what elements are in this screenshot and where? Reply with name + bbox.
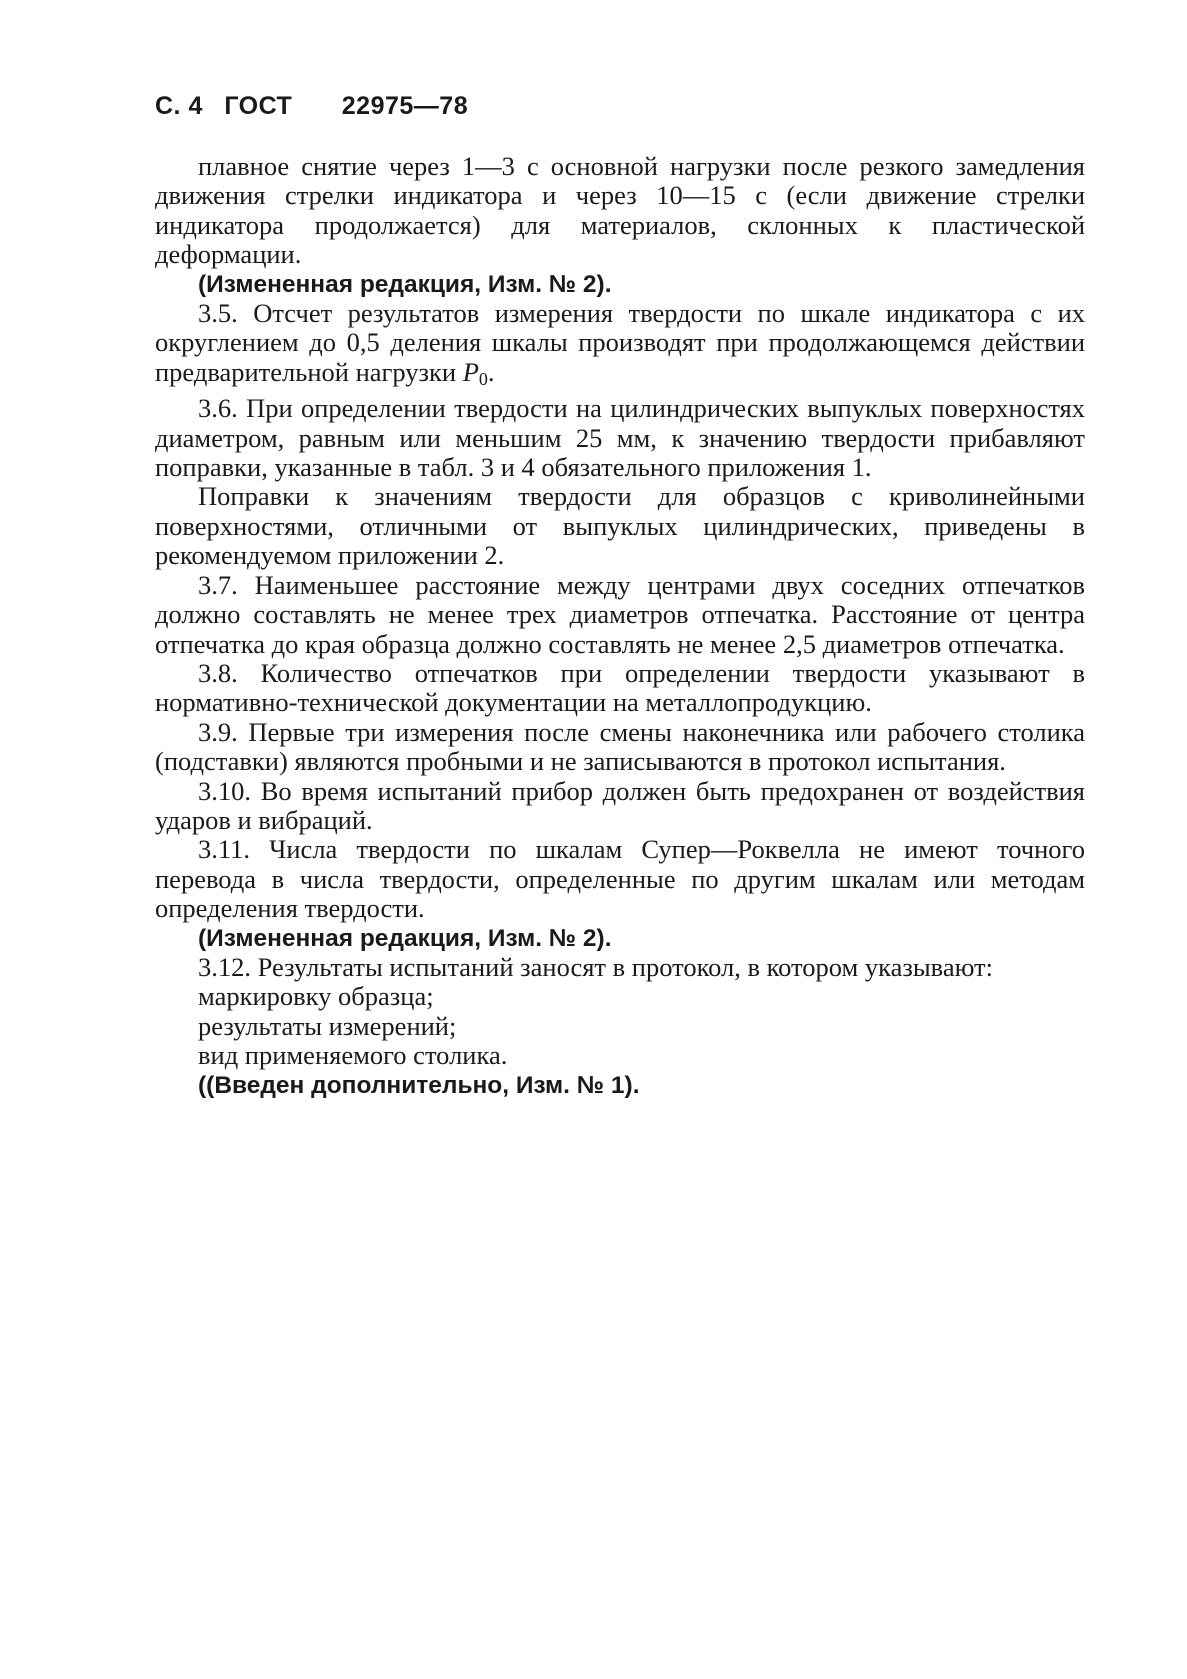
standard-number: 22975—78 xyxy=(341,92,469,120)
paragraph-3-5 xyxy=(155,299,1085,394)
paragraph-3-5-text: 3.5. Отсчет результатов измерения твердости по шкале индикатора с их округлением до 0,5 деления шкалы производят при продолжающемся действии предварительной нагрузки xyxy=(155,298,1085,387)
list-item: результаты измерений; xyxy=(198,1010,457,1041)
paragraph-3-7: 3.7. Наименьшее расстояние между центрами двух соседних отпечатков должно составлять не менее трех диаметров отпечатка. Расстояние от центра отпечатка до края образца должно составлять не менее 2,5 диаметров отпечатка. xyxy=(155,569,1085,659)
amendment-note: ((Введен дополнительно, Изм. № 1). xyxy=(198,1071,640,1099)
list-item: маркировку образца; xyxy=(198,981,434,1012)
load-subscript: 0 xyxy=(478,368,488,389)
paragraph-3-9: 3.9. Первые три измерения после смены наконечника или рабочего столика (подставки) являются пробными и не записываются в протокол испытания. xyxy=(155,716,1085,777)
page-number: С. 4 xyxy=(155,92,203,120)
load-symbol: P xyxy=(462,356,479,387)
paragraph-3-6-corrections: Поправки к значениям твердости для образцов с криволинейными поверхностями, отличными от выпуклых цилиндрических, приведены в рекомендуемом приложении 2. xyxy=(155,481,1085,571)
amendment-note: (Измененная редакция, Изм. № 2). xyxy=(198,924,612,952)
paragraph-3-8: 3.8. Количество отпечатков при определении твердости указывают в нормативно-технической документации на металлопродукцию. xyxy=(155,657,1085,718)
amendment-note: (Измененная редакция, Изм. № 2). xyxy=(198,270,612,298)
standard-label: ГОСТ xyxy=(224,92,293,120)
paragraph-continuation: плавное снятие через 1—3 с основной нагрузки после резкого замедления движения стрелки индикатора и через 10—15 с (если движение стрелки индикатора продолжается) для материалов, склонных к пластической деформации. xyxy=(155,151,1085,270)
paragraph-3-11: 3.11. Числа твердости по шкалам Супер—Роквелла не имеют точного перевода в числа твердости, определенные по другим шкалам или методам определения твердости. xyxy=(155,834,1085,924)
paragraph-3-6: 3.6. При определении твердости на цилиндрических выпуклых поверхностях диаметром, равным или меньшим 25 мм, к значению твердости прибавляют поправки, указанные в табл. 3 и 4 обязательного приложения 1. xyxy=(155,393,1085,483)
list-item: вид применяемого столика. xyxy=(198,1040,508,1071)
paragraph-3-12: 3.12. Результаты испытаний заносят в протокол, в котором указывают: xyxy=(198,951,993,982)
page-header xyxy=(155,92,482,121)
paragraph-3-5-end: . xyxy=(487,356,495,387)
document-body xyxy=(155,152,1085,1100)
paragraph-3-10: 3.10. Во время испытаний прибор должен быть предохранен от воздействия ударов и вибраций. xyxy=(155,775,1085,835)
